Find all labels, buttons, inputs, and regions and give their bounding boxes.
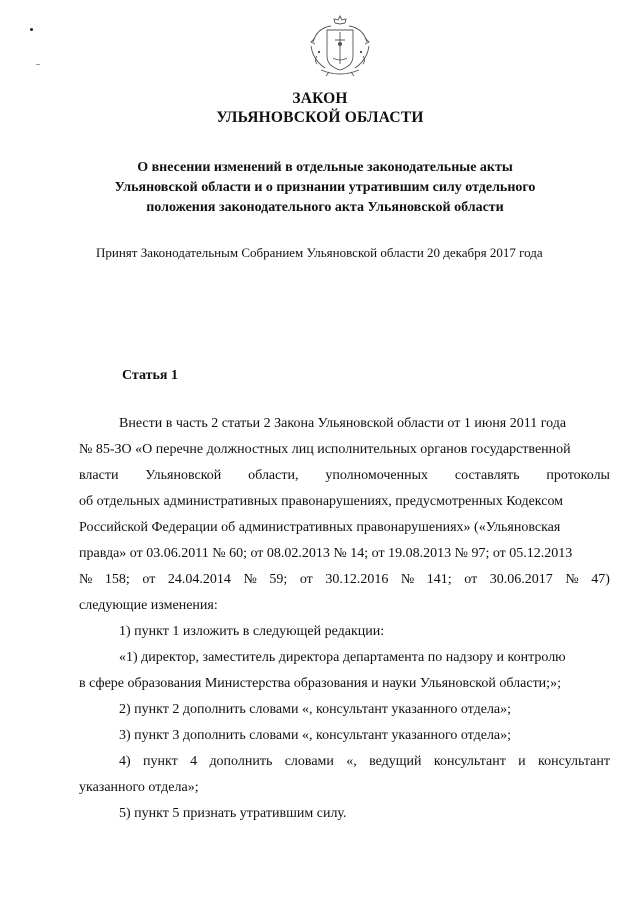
justified-word: консультант (433, 754, 506, 769)
subject-line: О внесении изменений в отдельные законодательные акты (137, 160, 513, 175)
justified-word: консультант (538, 754, 610, 769)
justified-word: власти (79, 468, 119, 483)
justified-word: 4 (190, 754, 198, 769)
justified-word: 59; (269, 572, 288, 587)
justified-word: 4) (119, 754, 131, 769)
document-authority-title: УЛЬЯНОВСКОЙ ОБЛАСТИ (216, 109, 424, 126)
justified-word: от (299, 572, 313, 587)
amendment-item: 2) пункт 2 дополнить словами «, консультант указанного отдела»; (119, 702, 512, 717)
justified-word: от (142, 572, 156, 587)
justified-word: ведущий (369, 754, 422, 769)
amendment-item: в сфере образования Министерства образования и науки Ульяновской области;»; (79, 676, 561, 691)
justified-word: № (565, 572, 579, 587)
law-subject-title (80, 158, 570, 218)
amendment-item: указанного отдела»; (79, 780, 199, 795)
justified-word: от (464, 572, 478, 587)
amendment-item: 1) пункт 1 изложить в следующей редакции: (119, 624, 385, 639)
scan-artifact-mark (36, 64, 40, 65)
justified-word: 158; (104, 572, 130, 587)
article-line: Российской Федерации об административных правонарушениях» («Ульяновская (79, 520, 561, 535)
justified-word: дополнить (209, 754, 273, 769)
justified-word: № (400, 572, 415, 587)
amendment-item: 3) пункт 3 дополнить словами «, консультант указанного отдела»; (119, 728, 512, 743)
justified-word: 141; (426, 572, 452, 587)
justified-word: 24.04.2014 (167, 572, 231, 587)
subject-line: положения законодательного акта Ульяновской области (146, 200, 504, 215)
adoption-statement: Принят Законодательным Собранием Ульяновской области 20 декабря 2017 года (96, 245, 543, 260)
article-line: № 85-ЗО «О перечне должностных лиц исполнительных органов государственной (79, 442, 571, 457)
article-body (79, 411, 610, 827)
justified-word: Ульяновской (145, 468, 222, 483)
justified-word: протоколы (546, 468, 610, 483)
article-line: Внести в часть 2 статьи 2 Закона Ульяновской области от 1 июня 2011 года (119, 416, 567, 431)
article-line-justified (79, 463, 610, 489)
amendment-item: «1) директор, заместитель директора департамента по надзору и контролю (119, 650, 566, 665)
amendment-item: 5) пункт 5 признать утратившим силу. (119, 806, 347, 821)
amendment-item-justified (79, 749, 610, 775)
justified-word: области, (248, 468, 299, 483)
justified-word: уполномоченных (325, 468, 429, 483)
subject-line: Ульяновской области и о признании утратившим силу отдельного (114, 180, 536, 195)
justified-word: № (243, 572, 257, 587)
justified-word: 30.06.2017 (489, 572, 553, 587)
justified-word: № (79, 572, 93, 587)
justified-word: 30.12.2016 (325, 572, 389, 587)
document-type-title: ЗАКОН (292, 90, 348, 107)
article-line: об отдельных административных правонарушениях, предусмотренных Кодексом (79, 494, 564, 509)
justified-word: «, (346, 754, 357, 769)
justified-word: и (518, 754, 526, 769)
coat-of-arms-icon (305, 12, 375, 78)
article-line-justified (79, 567, 610, 593)
article-line: следующие изменения: (79, 598, 218, 613)
article-heading: Статья 1 (122, 368, 178, 383)
article-line: правда» от 03.06.2011 № 60; от 08.02.2013 № 14; от 19.08.2013 № 97; от 05.12.2013 (79, 546, 573, 561)
scan-artifact-dot (30, 28, 33, 31)
justified-word: 47) (591, 572, 610, 587)
justified-word: пункт (143, 754, 178, 769)
justified-word: составлять (454, 468, 520, 483)
justified-word: словами (284, 754, 334, 769)
